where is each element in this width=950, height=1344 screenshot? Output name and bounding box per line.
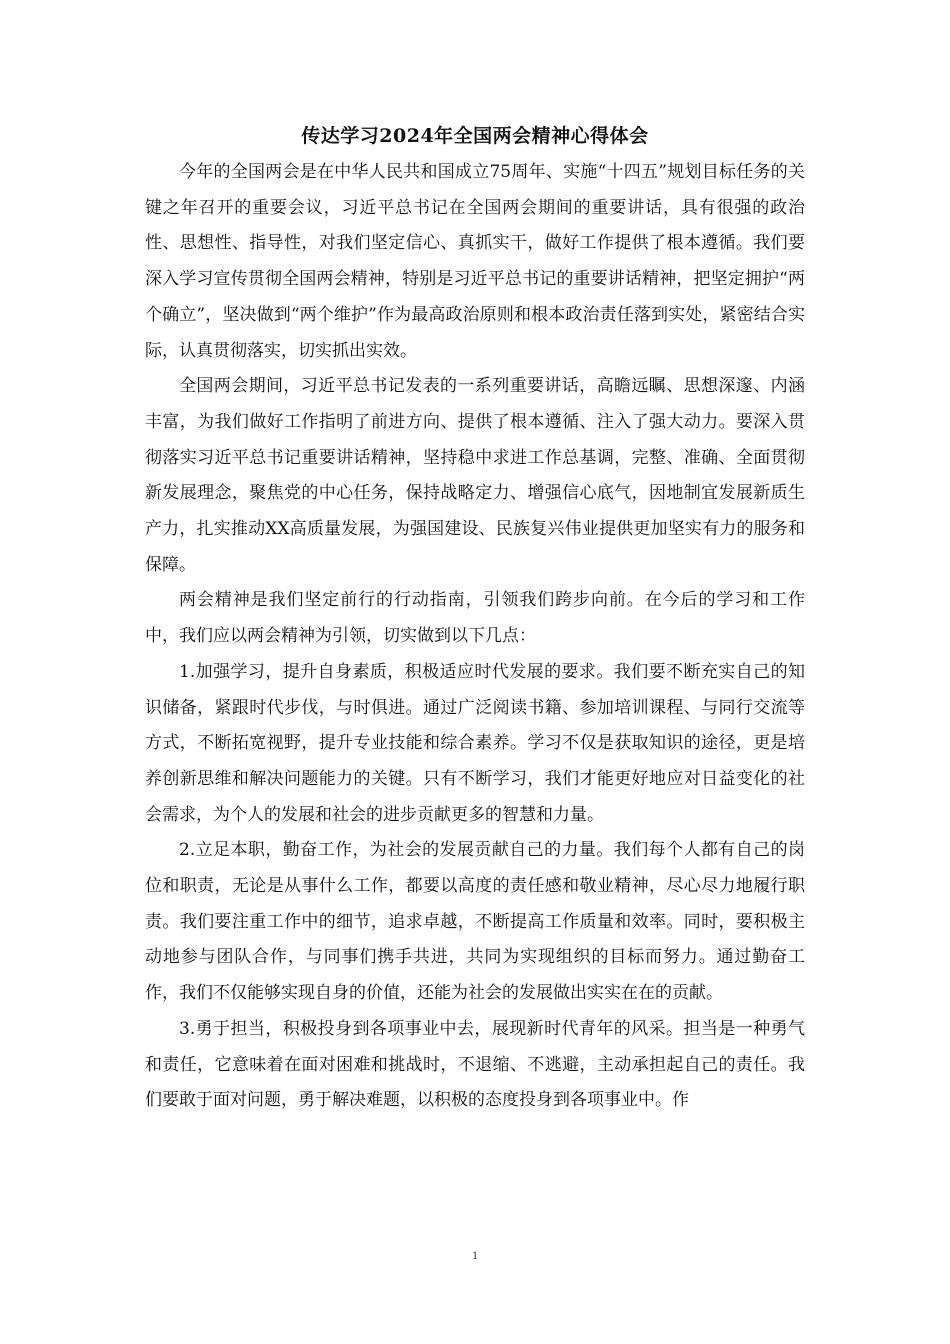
paragraph-speech: 全国两会期间，习近平总书记发表的一系列重要讲话，高瞻远瞩、思想深邃、内涵丰富，为我们做好工作指明了前进方向、提供了根本遵循、注入了强大动力。要深入贯彻落实习近平总书记重要讲话精神，坚持稳中求进工作总基调，完整、准确、全面贯彻新发展理念，聚焦党的中心任务，保持战略定力、增强信心底气，因地制宜发展新质生产力，扎实推动XX高质量发展，为强国建设、民族复兴伟业提供更加坚实有力的服务和保障。 — [145, 376, 805, 575]
paragraph-point-1: 1.加强学习，提升自身素质，积极适应时代发展的要求。我们要不断充实自己的知识储备，紧跟时代步伐，与时俱进。通过广泛阅读书籍、参加培训课程、与同行交流等方式，不断拓宽视野，提升专业技能和综合素养。学习不仅是获取知识的途径，更是培养创新思维和解决问题能力的关键。只有不断学习，我们才能更好地应对日益变化的社会需求，为个人的发展和社会的进步贡献更多的智慧和力量。 — [145, 661, 805, 825]
paragraph-point-3: 3.勇于担当，积极投身到各项事业中去，展现新时代青年的风采。担当是一种勇气和责任，它意味着在面对困难和挑战时，不退缩、不逃避，主动承担起自己的责任。我们要敢于面对问题，勇于解决难题，以积极的态度投身到各项事业中。作 — [145, 1018, 805, 1111]
document-body — [145, 155, 805, 1119]
paragraph-point-2: 2.立足本职，勤奋工作，为社会的发展贡献自己的力量。我们每个人都有自己的岗位和职责，无论是从事什么工作，都要以高度的责任感和敬业精神，尽心尽力地履行职责。我们要注重工作中的细节，追求卓越，不断提高工作质量和效率。同时，要积极主动地参与团队合作，与同事们携手共进，共同为实现组织的目标而努力。通过勤奋工作，我们不仅能够实现自身的价值，还能为社会的发展做出实实在在的贡献。 — [145, 840, 805, 1004]
paragraph-guidance: 两会精神是我们坚定前行的行动指南，引领我们跨步向前。在今后的学习和工作中，我们应以两会精神为引领，切实做到以下几点： — [145, 590, 805, 647]
document-title: 传达学习2024年全国两会精神心得体会 — [301, 125, 649, 147]
paragraph-intro: 今年的全国两会是在中华人民共和国成立75周年、实施“十四五”规划目标任务的关键之年召开的重要会议，习近平总书记在全国两会期间的重要讲话，具有很强的政治性、思想性、指导性，对我们坚定信心、真抓实干，做好工作提供了根本遵循。我们要深入学习宣传贯彻全国两会精神，特别是习近平总书记的重要讲话精神，把坚定拥护“两个确立”，坚决做到“两个维护”作为最高政治原则和根本政治责任落到实处，紧密结合实际，认真贯彻落实，切实抓出实效。 — [145, 162, 805, 361]
page-number: 1 — [472, 1248, 478, 1262]
